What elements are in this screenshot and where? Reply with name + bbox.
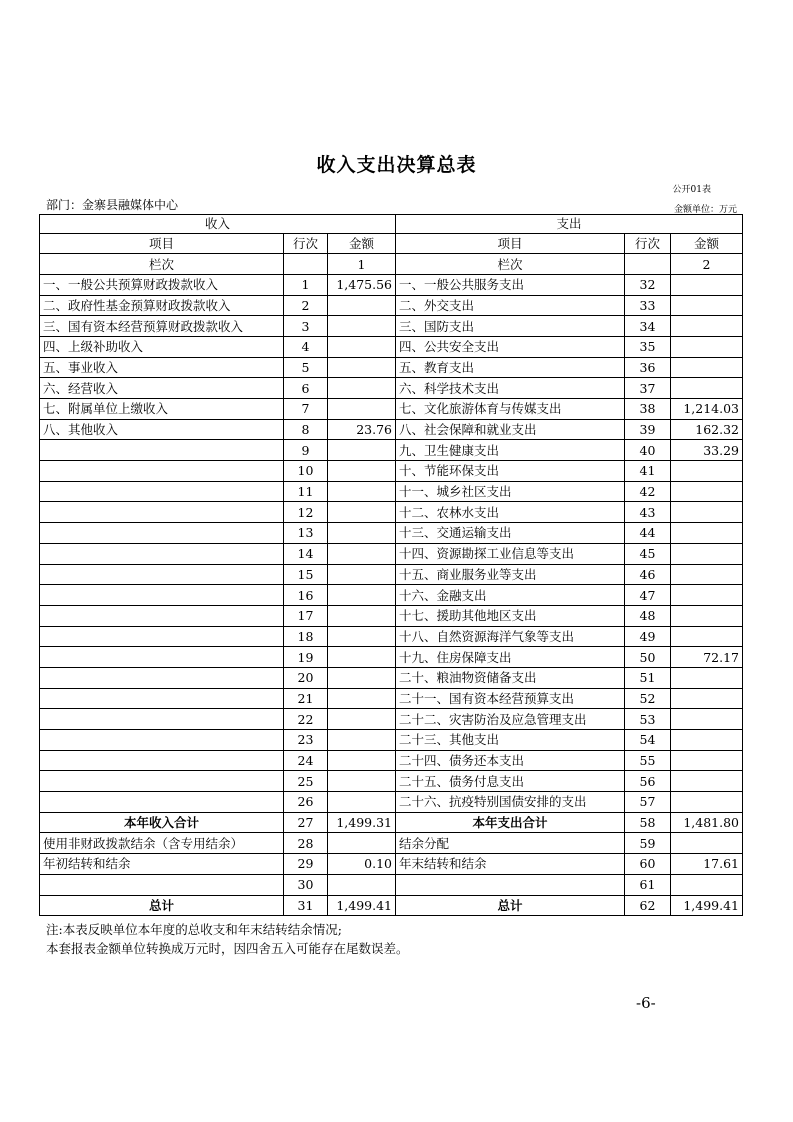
income-row-number: 16 (284, 585, 328, 606)
income-amount-cell (328, 730, 396, 751)
expense-row-number: 40 (625, 440, 671, 461)
income-amount-cell (328, 502, 396, 523)
income-item-cell (40, 647, 284, 668)
income-amount-header: 金额 (328, 233, 396, 254)
table-row (40, 461, 743, 482)
income-item-cell (40, 605, 284, 626)
table-row (40, 440, 743, 461)
income-row-number: 22 (284, 709, 328, 730)
income-item-cell: 六、经营收入 (40, 378, 284, 399)
expense-row-number: 38 (625, 399, 671, 420)
income-row-number: 24 (284, 750, 328, 771)
income-amount-cell (328, 481, 396, 502)
table-row (40, 585, 743, 606)
column-index-row (40, 254, 743, 275)
note-line: 注:本表反映单位本年度的总收支和年末结转结余情况; (46, 922, 342, 937)
table-row (40, 564, 743, 585)
table-row (40, 750, 743, 771)
income-item-cell: 二、政府性基金预算财政拨款收入 (40, 295, 284, 316)
expense-item-cell: 七、文化旅游体育与传媒支出 (396, 399, 625, 420)
expense-item-cell: 一、一般公共服务支出 (396, 274, 625, 295)
income-amount-cell (328, 605, 396, 626)
expense-item-cell: 九、卫生健康支出 (396, 440, 625, 461)
income-item-cell: 八、其他收入 (40, 419, 284, 440)
department-label: 部门：金寨县融媒体中心 (46, 198, 179, 212)
expense-row-number: 49 (625, 626, 671, 647)
income-item-cell (40, 874, 284, 895)
expense-item-cell: 四、公共安全支出 (396, 336, 625, 357)
income-item-cell: 一、一般公共预算财政拨款收入 (40, 274, 284, 295)
income-item-cell (40, 585, 284, 606)
expense-amount-cell (671, 481, 743, 502)
expense-row-number: 58 (625, 812, 671, 833)
expense-amount-cell (671, 523, 743, 544)
income-item-cell: 年初结转和结余 (40, 854, 284, 875)
income-column-index: 1 (328, 254, 396, 275)
expense-amount-cell (671, 709, 743, 730)
income-amount-cell: 0.10 (328, 854, 396, 875)
income-row-number: 2 (284, 295, 328, 316)
expense-item-cell: 十九、住房保障支出 (396, 647, 625, 668)
income-item-cell (40, 481, 284, 502)
expense-amount-cell: 162.32 (671, 419, 743, 440)
expense-row-number: 44 (625, 523, 671, 544)
unit-label: 金额单位：万元 (673, 205, 737, 215)
expense-row-number: 42 (625, 481, 671, 502)
expense-amount-cell: 17.61 (671, 854, 743, 875)
table-row (40, 316, 743, 337)
income-amount-cell (328, 792, 396, 813)
table-row (40, 667, 743, 688)
income-item-header: 项目 (40, 233, 284, 254)
expense-amount-cell (671, 833, 743, 854)
income-row-number: 27 (284, 812, 328, 833)
expense-amount-cell: 1,214.03 (671, 399, 743, 420)
expense-amount-cell (671, 316, 743, 337)
expense-item-cell: 二十四、债务还本支出 (396, 750, 625, 771)
table-row (40, 336, 743, 357)
income-item-cell (40, 502, 284, 523)
expense-item-cell: 二十五、债务付息支出 (396, 771, 625, 792)
expense-row-number: 37 (625, 378, 671, 399)
expense-amount-cell: 1,481.80 (671, 812, 743, 833)
expense-row-number: 61 (625, 874, 671, 895)
expense-amount-cell (671, 336, 743, 357)
expense-amount-cell (671, 750, 743, 771)
income-row-number: 11 (284, 481, 328, 502)
income-amount-cell (328, 709, 396, 730)
expense-amount-cell (671, 730, 743, 751)
expense-amount-cell (671, 874, 743, 895)
income-row-number: 17 (284, 605, 328, 626)
table-row (40, 771, 743, 792)
expense-item-cell: 三、国防支出 (396, 316, 625, 337)
expense-item-cell: 十一、城乡社区支出 (396, 481, 625, 502)
expense-row-number: 34 (625, 316, 671, 337)
table-row (40, 833, 743, 854)
table-total-row (40, 812, 743, 833)
table-row (40, 874, 743, 895)
income-row-number: 28 (284, 833, 328, 854)
expense-item-cell: 十三、交通运输支出 (396, 523, 625, 544)
income-amount-cell (328, 833, 396, 854)
expense-amount-cell (671, 688, 743, 709)
income-row-number: 23 (284, 730, 328, 751)
income-column-label: 栏次 (40, 254, 284, 275)
expense-row-number: 45 (625, 543, 671, 564)
expense-row-number: 35 (625, 336, 671, 357)
expense-item-cell: 八、社会保障和就业支出 (396, 419, 625, 440)
expense-amount-cell: 33.29 (671, 440, 743, 461)
income-amount-cell (328, 564, 396, 585)
expense-amount-cell (671, 461, 743, 482)
expense-item-cell: 十五、商业服务业等支出 (396, 564, 625, 585)
table-body (40, 274, 743, 915)
income-row-number: 18 (284, 626, 328, 647)
income-item-cell (40, 667, 284, 688)
income-item-cell (40, 792, 284, 813)
expense-row-number: 54 (625, 730, 671, 751)
expense-amount-cell: 72.17 (671, 647, 743, 668)
expense-amount-cell (671, 771, 743, 792)
form-code: 公开01表 (672, 185, 711, 195)
income-item-cell (40, 626, 284, 647)
expense-row-number: 53 (625, 709, 671, 730)
table-row (40, 543, 743, 564)
income-item-cell (40, 523, 284, 544)
income-row-number: 8 (284, 419, 328, 440)
income-expense-table (39, 214, 743, 916)
income-amount-cell (328, 336, 396, 357)
table-row (40, 419, 743, 440)
expense-amount-cell (671, 564, 743, 585)
income-row-number: 6 (284, 378, 328, 399)
income-amount-cell (328, 585, 396, 606)
expense-row-number: 32 (625, 274, 671, 295)
expense-amount-cell (671, 605, 743, 626)
note-line: 本套报表金额单位转换成万元时，因四舍五入可能存在尾数误差。 (46, 941, 409, 956)
expense-item-cell: 结余分配 (396, 833, 625, 854)
table-row (40, 502, 743, 523)
income-amount-cell: 1,475.56 (328, 274, 396, 295)
expense-item-cell: 五、教育支出 (396, 357, 625, 378)
expense-row-number: 55 (625, 750, 671, 771)
income-row-number: 3 (284, 316, 328, 337)
table-row (40, 605, 743, 626)
expense-row-number: 41 (625, 461, 671, 482)
expense-item-cell: 年末结转和结余 (396, 854, 625, 875)
page-title: 收入支出决算总表 (316, 154, 477, 176)
income-amount-cell (328, 874, 396, 895)
income-item-cell: 使用非财政拨款结余（含专用结余） (40, 833, 284, 854)
income-amount-cell (328, 688, 396, 709)
expense-row-number: 43 (625, 502, 671, 523)
table-row (40, 854, 743, 875)
income-amount-cell (328, 440, 396, 461)
expense-amount-cell (671, 502, 743, 523)
income-row-number: 13 (284, 523, 328, 544)
income-item-cell: 总计 (40, 895, 284, 916)
expense-item-cell: 总计 (396, 895, 625, 916)
income-amount-cell (328, 543, 396, 564)
income-row-number: 7 (284, 399, 328, 420)
income-amount-cell (328, 461, 396, 482)
income-amount-cell (328, 378, 396, 399)
income-row-number: 21 (284, 688, 328, 709)
expense-amount-cell (671, 792, 743, 813)
expense-amount-cell: 1,499.41 (671, 895, 743, 916)
expense-amount-cell (671, 357, 743, 378)
income-row-number: 26 (284, 792, 328, 813)
expense-item-cell: 十七、援助其他地区支出 (396, 605, 625, 626)
expense-item-cell: 十二、农林水支出 (396, 502, 625, 523)
expense-row-number: 36 (625, 357, 671, 378)
income-item-cell (40, 440, 284, 461)
income-header: 收入 (40, 215, 396, 234)
expense-item-header: 项目 (396, 233, 625, 254)
page-number: -6- (636, 994, 656, 1012)
expense-row-number: 33 (625, 295, 671, 316)
income-item-cell (40, 688, 284, 709)
table-row (40, 523, 743, 544)
expense-row-number: 39 (625, 419, 671, 440)
expense-row-number: 57 (625, 792, 671, 813)
expense-row-number: 52 (625, 688, 671, 709)
income-row-number: 4 (284, 336, 328, 357)
income-amount-cell: 1,499.31 (328, 812, 396, 833)
income-amount-cell (328, 750, 396, 771)
income-amount-cell (328, 316, 396, 337)
table-row (40, 295, 743, 316)
income-item-cell (40, 461, 284, 482)
expense-item-cell: 二十三、其他支出 (396, 730, 625, 751)
table-row (40, 792, 743, 813)
table-total-row (40, 895, 743, 916)
expense-item-cell: 二十二、灾害防治及应急管理支出 (396, 709, 625, 730)
table-row (40, 647, 743, 668)
expense-row-number: 62 (625, 895, 671, 916)
income-item-cell (40, 730, 284, 751)
income-row-number: 31 (284, 895, 328, 916)
expense-item-cell: 十四、资源勘探工业信息等支出 (396, 543, 625, 564)
expense-row-number: 48 (625, 605, 671, 626)
notes (46, 920, 409, 958)
income-item-cell (40, 709, 284, 730)
income-item-cell (40, 771, 284, 792)
income-amount-cell (328, 295, 396, 316)
expense-row-header: 行次 (625, 233, 671, 254)
expense-column-label: 栏次 (396, 254, 625, 275)
expense-item-cell: 十八、自然资源海洋气象等支出 (396, 626, 625, 647)
expense-row-number: 50 (625, 647, 671, 668)
income-row-number: 19 (284, 647, 328, 668)
expense-row-number: 47 (625, 585, 671, 606)
table-row (40, 709, 743, 730)
income-amount-cell (328, 523, 396, 544)
income-column-blank (284, 254, 328, 275)
expense-item-cell: 本年支出合计 (396, 812, 625, 833)
expense-item-cell: 二十、粮油物资储备支出 (396, 667, 625, 688)
table-row (40, 688, 743, 709)
expense-amount-cell (671, 585, 743, 606)
expense-amount-cell (671, 295, 743, 316)
expense-row-number: 46 (625, 564, 671, 585)
income-row-number: 5 (284, 357, 328, 378)
income-amount-cell (328, 647, 396, 668)
expense-row-number: 56 (625, 771, 671, 792)
table-row (40, 626, 743, 647)
income-row-number: 30 (284, 874, 328, 895)
expense-item-cell: 二十六、抗疫特别国债安排的支出 (396, 792, 625, 813)
income-amount-cell: 1,499.41 (328, 895, 396, 916)
income-amount-cell (328, 626, 396, 647)
income-amount-cell (328, 667, 396, 688)
expense-row-number: 60 (625, 854, 671, 875)
income-item-cell: 三、国有资本经营预算财政拨款收入 (40, 316, 284, 337)
expense-amount-cell (671, 626, 743, 647)
expense-amount-header: 金额 (671, 233, 743, 254)
income-item-cell (40, 564, 284, 585)
expense-item-cell: 十、节能环保支出 (396, 461, 625, 482)
table-row (40, 378, 743, 399)
income-row-number: 1 (284, 274, 328, 295)
expense-column-blank (625, 254, 671, 275)
income-item-cell: 五、事业收入 (40, 357, 284, 378)
income-item-cell (40, 750, 284, 771)
income-row-number: 15 (284, 564, 328, 585)
income-item-cell: 七、附属单位上缴收入 (40, 399, 284, 420)
table-row (40, 274, 743, 295)
expense-item-cell: 六、科学技术支出 (396, 378, 625, 399)
income-amount-cell: 23.76 (328, 419, 396, 440)
income-row-number: 20 (284, 667, 328, 688)
income-item-cell (40, 543, 284, 564)
expense-amount-cell (671, 378, 743, 399)
income-row-number: 10 (284, 461, 328, 482)
income-row-number: 25 (284, 771, 328, 792)
income-row-number: 14 (284, 543, 328, 564)
income-row-number: 29 (284, 854, 328, 875)
income-amount-cell (328, 771, 396, 792)
expense-row-number: 51 (625, 667, 671, 688)
expense-row-number: 59 (625, 833, 671, 854)
expense-header: 支出 (396, 215, 743, 234)
expense-item-cell (396, 874, 625, 895)
income-row-number: 12 (284, 502, 328, 523)
expense-column-index: 2 (671, 254, 743, 275)
table-row (40, 357, 743, 378)
table-row (40, 399, 743, 420)
expense-amount-cell (671, 543, 743, 564)
table-row (40, 730, 743, 751)
column-header-row (40, 233, 743, 254)
income-amount-cell (328, 357, 396, 378)
income-row-header: 行次 (284, 233, 328, 254)
expense-item-cell: 十六、金融支出 (396, 585, 625, 606)
expense-item-cell: 二十一、国有资本经营预算支出 (396, 688, 625, 709)
table-row (40, 481, 743, 502)
income-amount-cell (328, 399, 396, 420)
section-header-row (40, 215, 743, 234)
expense-item-cell: 二、外交支出 (396, 295, 625, 316)
income-item-cell: 本年收入合计 (40, 812, 284, 833)
income-item-cell: 四、上级补助收入 (40, 336, 284, 357)
expense-amount-cell (671, 667, 743, 688)
expense-amount-cell (671, 274, 743, 295)
income-row-number: 9 (284, 440, 328, 461)
